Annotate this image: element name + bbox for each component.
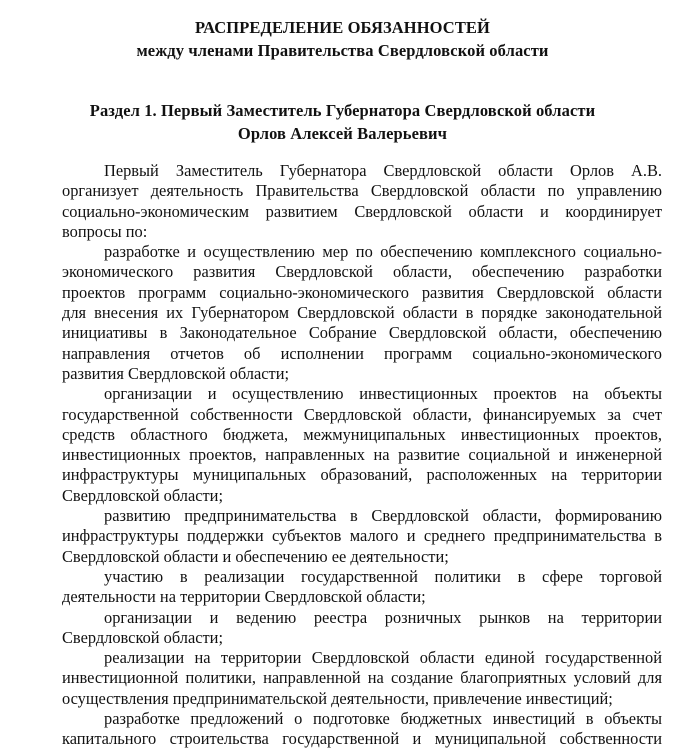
paragraph [62, 161, 662, 242]
paragraph-line: осуществления предпринимательской деятельности, привлечение инвестиций; [62, 688, 613, 708]
paragraph-line: Свердловской области; [62, 485, 224, 505]
paragraph-line: деятельности на территории Свердловской области; [62, 587, 426, 607]
paragraph-line: направления отчетов об исполнении программ социально-экономического [62, 343, 662, 363]
paragraph-line: развития Свердловской области; [62, 363, 290, 383]
paragraph-line: инвестиционной политики, направленной на создание благоприятных условий для [62, 668, 662, 688]
paragraph-line: вопросы по: [62, 221, 148, 241]
paragraph-line: инвестиционных проектов, направленных на развитие социальной и инженерной [62, 445, 662, 465]
section-person: Орлов Алексей Валерьевич [237, 124, 448, 143]
paragraph-line: инициативы в Законодательное Собрание Свердловской области, обеспечению [62, 323, 662, 343]
document-body [62, 161, 662, 750]
paragraph-line: экономического развития Свердловской области, обеспечению разработки [62, 262, 662, 282]
paragraph-line: Свердловской области и обеспечению ее деятельности; [62, 546, 449, 566]
paragraph-line: средств областного бюджета, межмуниципальных инвестиционных проектов, [62, 424, 662, 444]
paragraph-line: реализации на территории Свердловской области единой государственной [104, 648, 662, 668]
paragraph [62, 608, 662, 649]
paragraph-line: участию в реализации государственной политики в сфере торговой [104, 566, 662, 586]
paragraph-line: инфраструктуры поддержки субъектов малого и среднего предпринимательства в [62, 526, 662, 546]
document-title: РАСПРЕДЕЛЕНИЕ ОБЯЗАННОСТЕЙ [195, 18, 490, 37]
paragraph-line: разработке и осуществлению мер по обеспечению комплексного социально- [104, 242, 662, 262]
paragraph-line: инфраструктуры муниципальных образований, расположенных на территории [62, 465, 662, 485]
paragraph-line: государственной собственности Свердловской области, финансируемых за счет [62, 404, 662, 424]
paragraph [62, 384, 662, 506]
paragraph [62, 648, 662, 709]
paragraph [62, 709, 662, 750]
paragraph-line: проектов программ социально-экономического развития Свердловской области [62, 282, 662, 302]
paragraph-line: организации и осуществлению инвестиционных проектов на объекты [104, 384, 662, 404]
paragraph-line: организует деятельность Правительства Свердловской области по управлению [62, 181, 662, 201]
section-title: Раздел 1. Первый Заместитель Губернатора Свердловской области [89, 101, 596, 120]
paragraph-line: капитального строительства государственной и муниципальной собственности [62, 729, 662, 749]
paragraph [62, 242, 662, 384]
paragraph-line: разработке предложений о подготовке бюджетных инвестиций в объекты [104, 709, 662, 729]
paragraph-line: организации и ведению реестра розничных рынков на территории [104, 607, 662, 627]
paragraph [62, 506, 662, 567]
paragraph-line: развитию предпринимательства в Свердловской области, формированию [104, 506, 662, 526]
paragraph-line: Первый Заместитель Губернатора Свердловской области Орлов А.В. [104, 161, 662, 180]
paragraph [62, 567, 662, 608]
paragraph-line: социально-экономическим развитием Свердловской области и координирует [62, 201, 662, 221]
paragraph-line: для внесения их Губернатором Свердловской области в порядке законодательной [62, 303, 662, 323]
document-subtitle: между членами Правительства Свердловской области [136, 41, 549, 60]
paragraph-line: Свердловской области; [62, 627, 224, 647]
